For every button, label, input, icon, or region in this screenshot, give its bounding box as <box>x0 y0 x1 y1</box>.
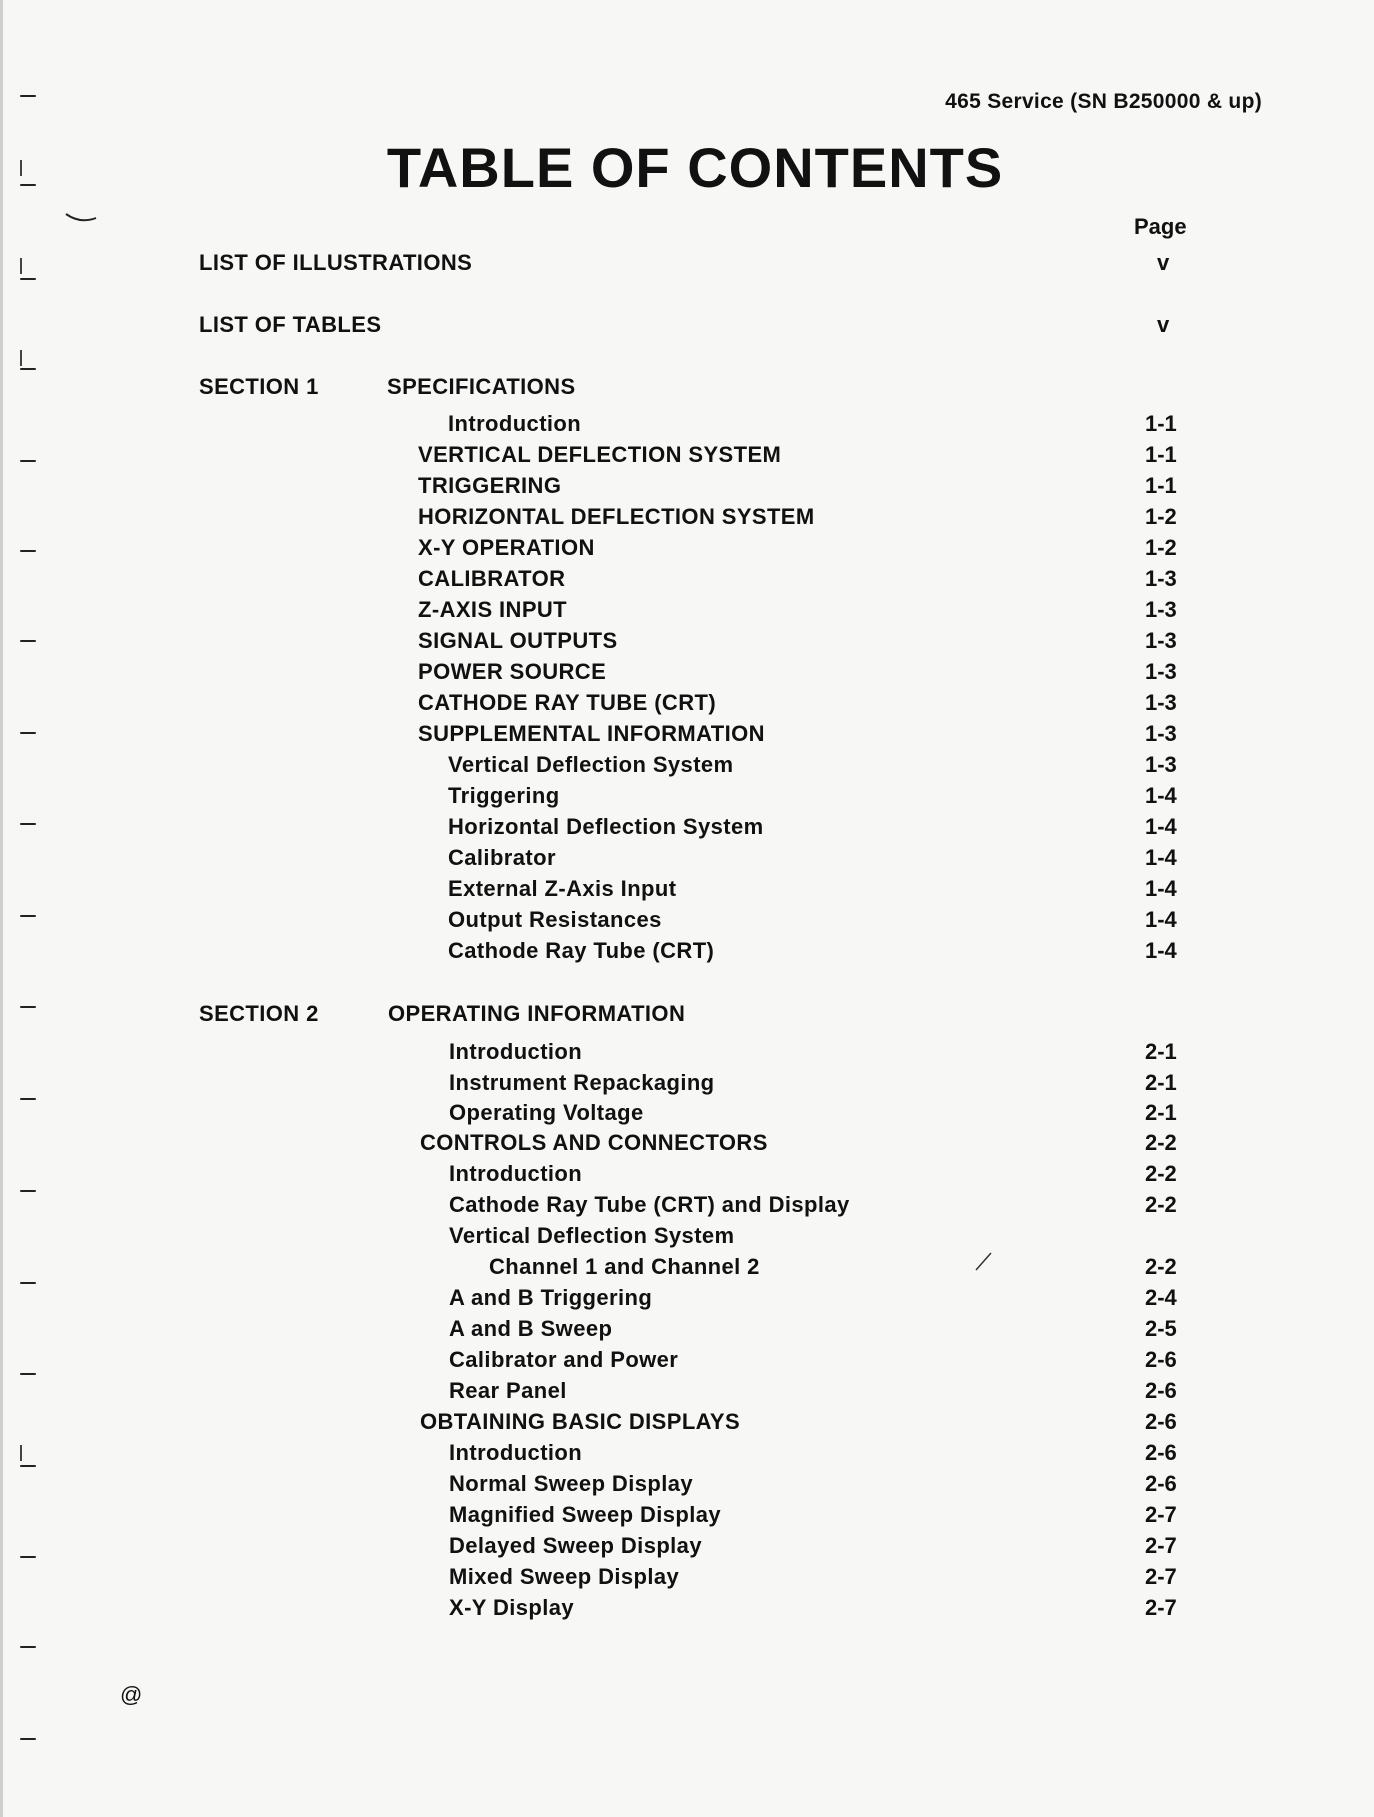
toc-page-number: 2-2 <box>1145 1192 1177 1217</box>
toc-page-number: 2-6 <box>1145 1378 1177 1403</box>
toc-page-number: 1-4 <box>1145 814 1177 839</box>
toc-page-number: 1-1 <box>1145 473 1177 498</box>
toc-page-number: 2-5 <box>1145 1316 1177 1341</box>
toc-page-number: 1-3 <box>1145 628 1177 653</box>
toc-page-number: 2-7 <box>1145 1564 1177 1589</box>
section-2-title: OPERATING INFORMATION <box>388 1001 686 1026</box>
toc-page-number: 1-4 <box>1145 783 1177 808</box>
binding-mark <box>20 1190 36 1192</box>
pen-stroke-mark <box>974 1250 994 1272</box>
section-2-label: SECTION 2 <box>199 1001 319 1026</box>
service-label: 465 Service (SN B250000 & up) <box>945 90 1262 113</box>
binding-mark <box>20 732 36 734</box>
toc-page-number: 2-6 <box>1145 1347 1177 1372</box>
toc-entry: Mixed Sweep Display <box>449 1564 680 1589</box>
toc-entry: Instrument Repackaging <box>449 1070 715 1095</box>
toc-entry: POWER SOURCE <box>418 659 607 684</box>
binding-mark <box>20 823 36 825</box>
toc-entry: Introduction <box>449 1039 583 1064</box>
toc-entry: Cathode Ray Tube (CRT) and Display <box>449 1192 850 1217</box>
toc-entry: Rear Panel <box>449 1378 567 1403</box>
binding-mark <box>20 95 36 97</box>
binding-mark <box>20 1098 36 1100</box>
toc-entry: CALIBRATOR <box>418 566 566 591</box>
toc-page-number: 2-2 <box>1145 1130 1177 1155</box>
section-1-title: SPECIFICATIONS <box>387 374 576 399</box>
toc-entry: Delayed Sweep Display <box>449 1533 702 1558</box>
toc-page-number: 2-6 <box>1145 1409 1177 1434</box>
binding-mark <box>20 1006 36 1008</box>
toc-entry: Normal Sweep Display <box>449 1471 693 1496</box>
toc-page-number: 2-1 <box>1145 1039 1177 1064</box>
page-title: TABLE OF CONTENTS <box>386 136 1004 199</box>
toc-entry: Channel 1 and Channel 2 <box>489 1254 760 1279</box>
binding-mark <box>20 915 36 917</box>
binding-mark <box>20 258 22 274</box>
toc-entry: A and B Triggering <box>449 1285 653 1310</box>
scan-left-edge <box>0 0 3 1817</box>
toc-page-number: v <box>1157 250 1170 275</box>
toc-entry: Calibrator <box>448 845 556 870</box>
toc-page-number: 2-7 <box>1145 1595 1177 1620</box>
toc-entry: Magnified Sweep Display <box>449 1502 722 1527</box>
toc-page-number: 1-2 <box>1145 535 1177 560</box>
binding-mark <box>20 1465 36 1467</box>
toc-entry: CONTROLS AND CONNECTORS <box>420 1130 768 1155</box>
toc-entry: Calibrator and Power <box>449 1347 679 1372</box>
toc-entry: SIGNAL OUTPUTS <box>418 628 618 653</box>
toc-page-number: 2-1 <box>1145 1100 1177 1125</box>
toc-page-number: v <box>1157 312 1170 337</box>
toc-page-number: 1-3 <box>1145 597 1177 622</box>
toc-page-number: 1-4 <box>1145 876 1177 901</box>
binding-curve-mark <box>64 210 98 224</box>
toc-page-number: 1-4 <box>1145 938 1177 963</box>
toc-entry: External Z-Axis Input <box>448 876 677 901</box>
binding-mark <box>20 350 22 366</box>
binding-mark <box>20 460 36 462</box>
toc-page-number: 2-7 <box>1145 1502 1177 1527</box>
toc-page-number: 1-3 <box>1145 566 1177 591</box>
binding-mark <box>20 1556 36 1558</box>
binding-mark <box>20 1373 36 1375</box>
toc-entry: CATHODE RAY TUBE (CRT) <box>418 690 717 715</box>
toc-page-number: 2-6 <box>1145 1471 1177 1496</box>
toc-page-number: 2-1 <box>1145 1070 1177 1095</box>
toc-entry: SUPPLEMENTAL INFORMATION <box>418 721 765 746</box>
toc-page-number: 1-4 <box>1145 845 1177 870</box>
toc-page-number: 2-2 <box>1145 1161 1177 1186</box>
toc-entry: Output Resistances <box>448 907 662 932</box>
toc-entry: Introduction <box>449 1161 583 1186</box>
toc-entry: X-Y OPERATION <box>418 535 595 560</box>
toc-page-number: 2-7 <box>1145 1533 1177 1558</box>
toc-entry: Vertical Deflection System <box>449 1223 735 1248</box>
binding-mark <box>20 278 36 280</box>
corner-symbol: @ <box>120 1682 143 1707</box>
toc-entry: Introduction <box>448 411 582 436</box>
binding-mark <box>20 184 36 186</box>
toc-page-number: 2-6 <box>1145 1440 1177 1465</box>
toc-page-number: 1-1 <box>1145 442 1177 467</box>
toc-page-number: 1-1 <box>1145 411 1177 436</box>
toc-entry: X-Y Display <box>449 1595 575 1620</box>
page-column-label: Page <box>1134 214 1187 239</box>
toc-entry-list-of-illustrations: LIST OF ILLUSTRATIONS <box>199 250 473 275</box>
toc-page-number: 2-4 <box>1145 1285 1177 1310</box>
binding-mark <box>20 640 36 642</box>
toc-entry: HORIZONTAL DEFLECTION SYSTEM <box>418 504 815 529</box>
toc-page-number: 1-3 <box>1145 752 1177 777</box>
toc-entry: Cathode Ray Tube (CRT) <box>448 938 715 963</box>
toc-page-number: 1-3 <box>1145 721 1177 746</box>
toc-entry: TRIGGERING <box>418 473 562 498</box>
toc-entry: Horizontal Deflection System <box>448 814 764 839</box>
toc-page-number: 1-3 <box>1145 690 1177 715</box>
toc-entry-list-of-tables: LIST OF TABLES <box>199 312 382 337</box>
toc-entry: Operating Voltage <box>449 1100 644 1125</box>
toc-page-number: 1-2 <box>1145 504 1177 529</box>
binding-mark <box>20 1282 36 1284</box>
binding-mark <box>20 368 36 370</box>
toc-entry: Z-AXIS INPUT <box>418 597 568 622</box>
binding-mark <box>20 1738 36 1740</box>
binding-mark <box>20 1445 22 1461</box>
toc-page-number: 1-3 <box>1145 659 1177 684</box>
toc-entry: VERTICAL DEFLECTION SYSTEM <box>418 442 782 467</box>
toc-entry: A and B Sweep <box>449 1316 613 1341</box>
toc-page-number: 1-4 <box>1145 907 1177 932</box>
toc-entry: Introduction <box>449 1440 583 1465</box>
toc-entry: Triggering <box>448 783 560 808</box>
toc-entry: OBTAINING BASIC DISPLAYS <box>420 1409 741 1434</box>
binding-mark <box>20 550 36 552</box>
binding-mark <box>20 1646 36 1648</box>
toc-entry: Vertical Deflection System <box>448 752 734 777</box>
toc-page-number: 2-2 <box>1145 1254 1177 1279</box>
binding-mark <box>20 160 22 176</box>
section-1-label: SECTION 1 <box>199 374 319 399</box>
